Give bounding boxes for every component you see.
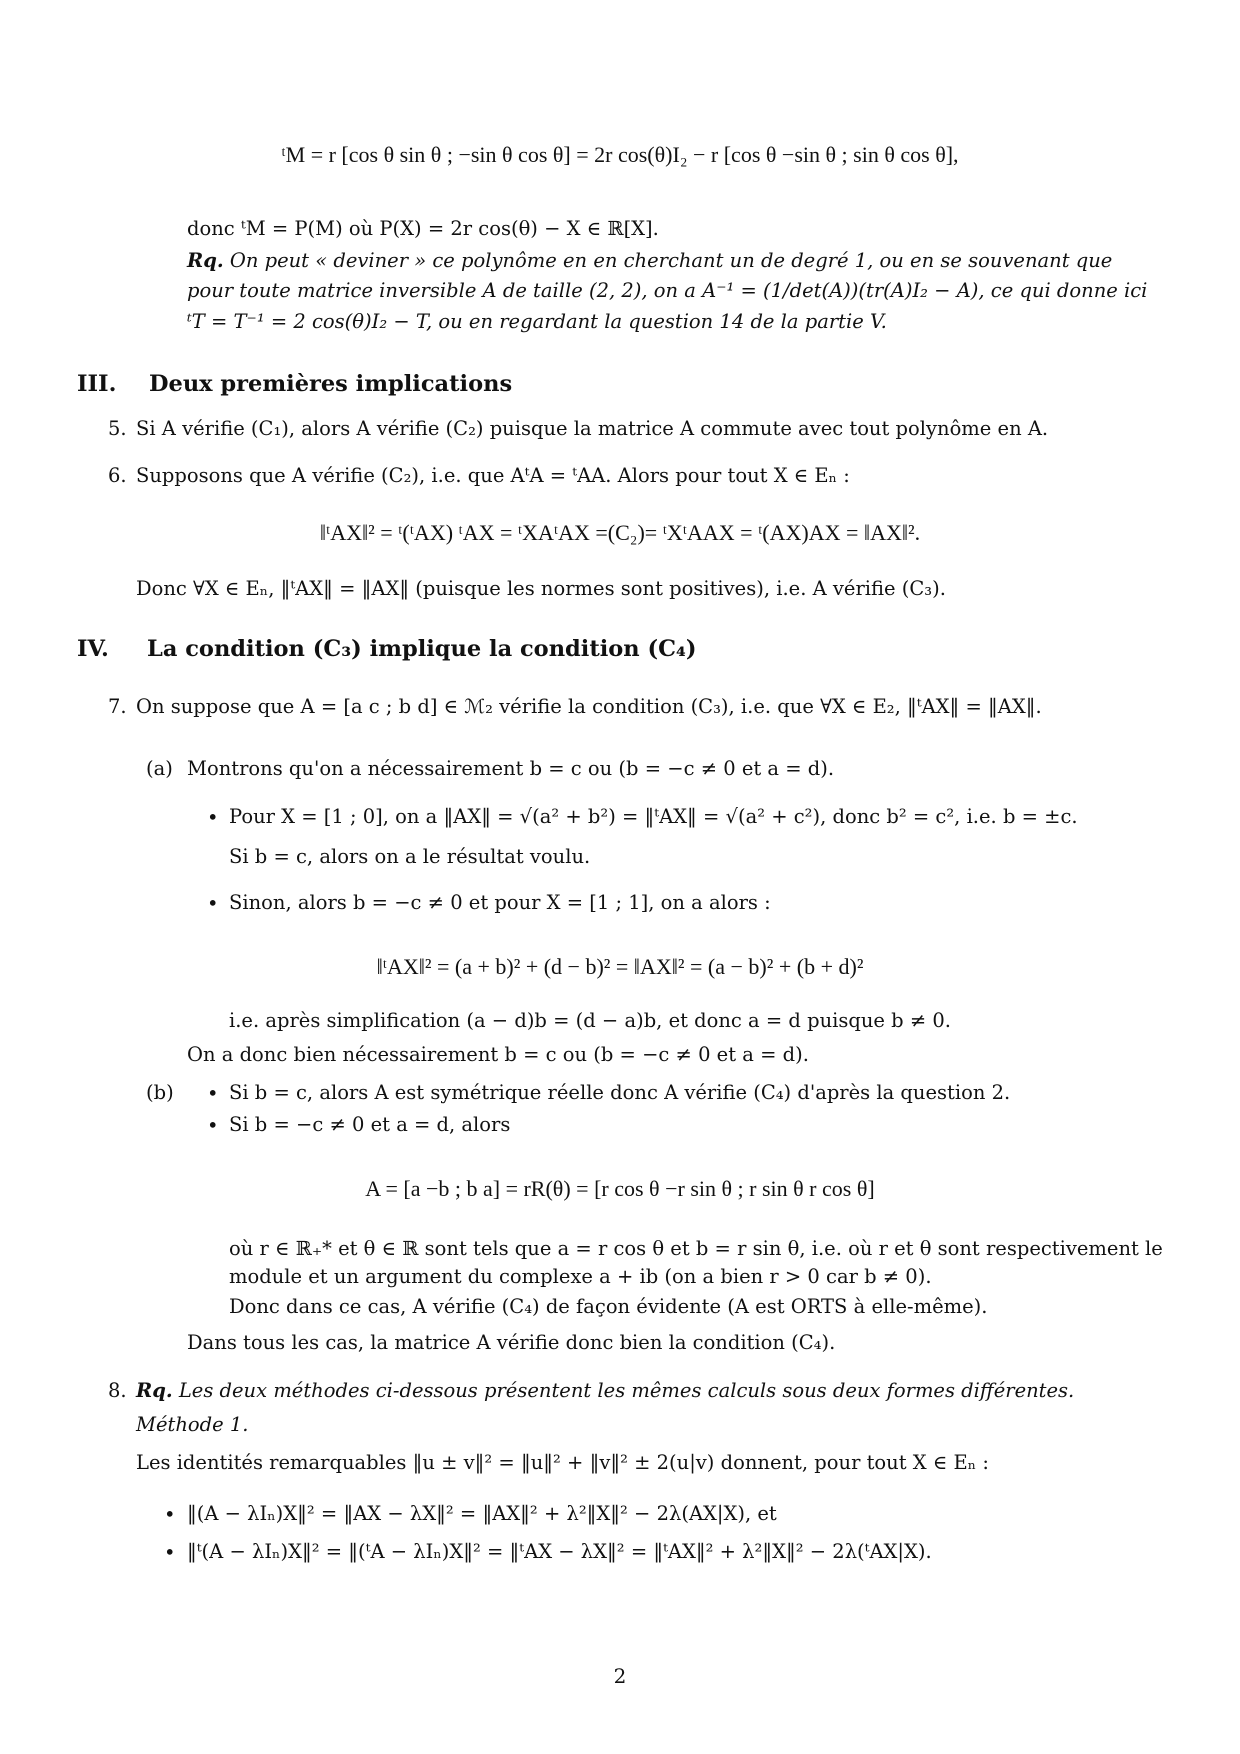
- bullet-icon: •: [164, 1541, 176, 1564]
- question-5-number: 5.: [108, 417, 127, 440]
- part-b-equation: A = [a −b ; b a] = rR(θ) = [r cos θ −r sin θ ; r sin θ r cos θ]: [365, 1176, 875, 1201]
- bullet-icon: •: [207, 806, 219, 829]
- part-a-conclusion: On a donc bien nécessairement b = c ou (b = −c ≠ 0 et a = d).: [187, 1043, 809, 1066]
- section-number-3: III.: [77, 371, 117, 397]
- remark-label: Rq.: [187, 249, 224, 272]
- question-8-number: 8.: [108, 1379, 127, 1402]
- section-title-4: La condition (C₃) implique la condition (C₄): [147, 636, 697, 662]
- question-6-equation: ‖ᵗAX‖² = ᵗ(ᵗAX) ᵗAX = ᵗXAᵗAX =(C₂)= ᵗXᵗAAX = ᵗ(AX)AX = ‖AX‖².: [319, 520, 921, 545]
- question-8-bullet-1: ‖(A − λIₙ)X‖² = ‖AX − λX‖² = ‖AX‖² + λ²‖X‖² − 2λ(AX|X), et: [187, 1502, 777, 1525]
- remark-line-2: pour toute matrice inversible A de taille (2, 2), on a A⁻¹ = (1/det(A))(tr(A)I₂ − A), ce qui donne ici: [187, 279, 1148, 302]
- part-a-equation: ‖ᵗAX‖² = (a + b)² + (d − b)² = ‖AX‖² = (a − b)² + (b + d)²: [376, 954, 864, 979]
- remark-line-1: [187, 250, 1112, 272]
- page-number: 2: [613, 1664, 627, 1688]
- remark-text-1: On peut « deviner » ce polynôme en en cherchant un de degré 1, ou en se souvenant que: [229, 249, 1113, 272]
- question-7-text: On suppose que A = [a c ; b d] ∈ ℳ₂ vérifie la condition (C₃), i.e. que ∀X ∈ E₂, ‖ᵗAX‖ = ‖AX‖.: [136, 695, 1042, 718]
- bullet-icon: •: [207, 1114, 219, 1137]
- question-6-conclusion: Donc ∀X ∈ Eₙ, ‖ᵗAX‖ = ‖AX‖ (puisque les normes sont positives), i.e. A vérifie (C₃).: [136, 577, 946, 600]
- identities-line: Les identités remarquables ‖u ± v‖² = ‖u‖² + ‖v‖² ± 2(u|v) donnent, pour tout X ∈ Eₙ :: [136, 1451, 989, 1474]
- part-a-simplification: i.e. après simplification (a − d)b = (d − a)b, et donc a = d puisque b ≠ 0.: [229, 1009, 951, 1032]
- question-7-number: 7.: [108, 695, 127, 718]
- question-7-conclusion: Dans tous les cas, la matrice A vérifie donc bien la condition (C₄).: [187, 1331, 836, 1354]
- method-1-heading: Méthode 1.: [136, 1413, 249, 1436]
- part-a-label: (a): [146, 757, 173, 780]
- bullet-icon: •: [207, 892, 219, 915]
- question-8-remark-text: Les deux méthodes ci-dessous présentent les mêmes calculs sous deux formes différentes.: [178, 1379, 1075, 1402]
- question-5-text: Si A vérifie (C₁), alors A vérifie (C₂) puisque la matrice A commute avec tout polynôme en A.: [136, 417, 1049, 440]
- remark-line-3: ᵗT = T⁻¹ = 2 cos(θ)I₂ − T, ou en regardant la question 14 de la partie V.: [187, 310, 887, 333]
- bullet-icon: •: [164, 1503, 176, 1526]
- question-8-bullet-2: ‖ᵗ(A − λIₙ)X‖² = ‖(ᵗA − λIₙ)X‖² = ‖ᵗAX − λX‖² = ‖ᵗAX‖² + λ²‖X‖² − 2λ(ᵗAX|X).: [187, 1540, 932, 1563]
- bullet-icon: •: [207, 1082, 219, 1105]
- part-b-text-2: module et un argument du complexe a + ib (on a bien r > 0 car b ≠ 0).: [229, 1265, 932, 1288]
- question-6-text: Supposons que A vérifie (C₂), i.e. que AᵗA = ᵗAA. Alors pour tout X ∈ Eₙ :: [136, 464, 850, 487]
- part-b-text-3: Donc dans ce cas, A vérifie (C₄) de façon évidente (A est ORTS à elle-même).: [229, 1295, 988, 1318]
- section-title-3: Deux premières implications: [149, 371, 513, 397]
- part-b-bullet-1: Si b = c, alors A est symétrique réelle donc A vérifie (C₄) d'après la question 2.: [229, 1081, 1011, 1104]
- question-8-remark: [136, 1380, 1074, 1402]
- part-b-label: (b): [146, 1081, 174, 1104]
- section-number-4: IV.: [77, 636, 109, 662]
- part-a-text: Montrons qu'on a nécessairement b = c ou (b = −c ≠ 0 et a = d).: [187, 757, 835, 780]
- part-a-bullet-2: Sinon, alors b = −c ≠ 0 et pour X = [1 ; 1], on a alors :: [229, 891, 771, 914]
- equation-transpose-m: ᵗM = r [cos θ sin θ ; −sin θ cos θ] = 2r cos(θ)I₂ − r [cos θ −sin θ ; sin θ cos θ],: [281, 142, 959, 167]
- question-8-remark-label: Rq.: [136, 1379, 173, 1402]
- question-6-number: 6.: [108, 464, 127, 487]
- part-a-bullet-1-cont: Si b = c, alors on a le résultat voulu.: [229, 845, 591, 868]
- part-a-bullet-1: Pour X = [1 ; 0], on a ‖AX‖ = √(a² + b²) = ‖ᵗAX‖ = √(a² + c²), donc b² = c², i.e. b = ±c.: [229, 805, 1078, 828]
- part-b-bullet-2: Si b = −c ≠ 0 et a = d, alors: [229, 1113, 511, 1136]
- donc-line: donc ᵗM = P(M) où P(X) = 2r cos(θ) − X ∈ ℝ[X].: [187, 217, 659, 240]
- part-b-text-1: où r ∈ ℝ₊* et θ ∈ ℝ sont tels que a = r cos θ et b = r sin θ, i.e. où r et θ sont respectivement le: [229, 1237, 1163, 1260]
